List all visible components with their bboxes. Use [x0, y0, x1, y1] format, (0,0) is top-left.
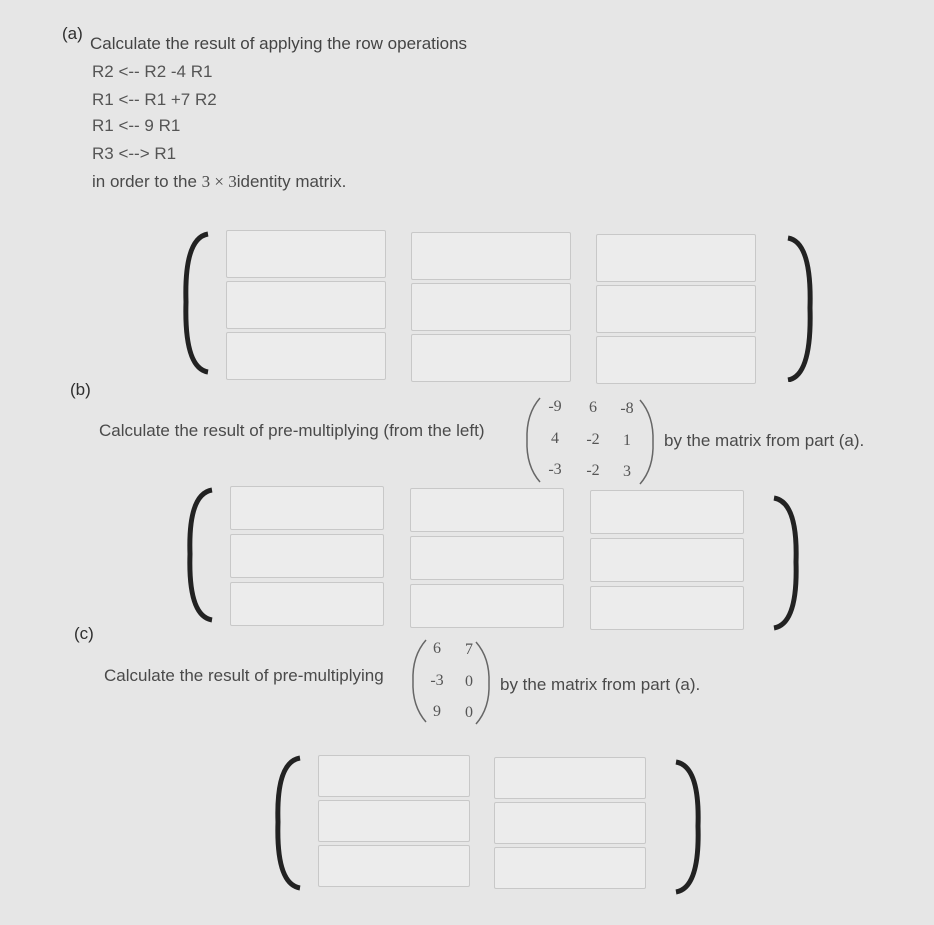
part-b-label: (b)	[70, 380, 91, 399]
answer-b-r2c2[interactable]	[410, 536, 564, 580]
right-bracket-icon	[764, 492, 804, 632]
part-b-text-before: Calculate the result of pre-multiplying (from the left)	[99, 421, 485, 440]
part-a-intro: Calculate the result of applying the row operations	[90, 34, 468, 53]
answer-c-r1c2[interactable]	[494, 757, 646, 799]
answer-b-r1c1[interactable]	[230, 486, 384, 530]
part-a-outro	[92, 172, 346, 192]
part-b-text-after: by the matrix from part (a).	[664, 431, 865, 450]
left-bracket-icon	[182, 484, 222, 624]
part-c-text-after: by the matrix from part (a).	[500, 675, 701, 694]
answer-c-r1c1[interactable]	[318, 755, 470, 797]
matrix-b-cell: 6	[589, 399, 597, 416]
part-a-label: (a)	[62, 24, 83, 43]
answer-c-r3c1[interactable]	[318, 845, 470, 887]
answer-a-r1c2[interactable]	[411, 232, 571, 280]
matrix-b-cell: -2	[586, 431, 600, 448]
matrix-b-cell: 1	[623, 432, 631, 449]
answer-b-r2c1[interactable]	[230, 534, 384, 578]
answer-a-r1c1[interactable]	[226, 230, 386, 278]
answer-a-r2c3[interactable]	[596, 285, 756, 333]
answer-b-r3c2[interactable]	[410, 584, 564, 628]
matrix-c-cell: 9	[433, 703, 441, 720]
part-c-text-before: Calculate the result of pre-multiplying	[104, 666, 384, 685]
row-operation-1: R2 <-- R2 -4 R1	[92, 62, 213, 81]
answer-a-r3c1[interactable]	[226, 332, 386, 380]
matrix-b-cell: -2	[586, 462, 600, 479]
answer-c-r2c1[interactable]	[318, 800, 470, 842]
outro-after: identity matrix.	[236, 172, 347, 191]
answer-a-r3c2[interactable]	[411, 334, 571, 382]
answer-b-r2c3[interactable]	[590, 538, 744, 582]
answer-b-r1c2[interactable]	[410, 488, 564, 532]
row-operation-3: R1 <-- 9 R1	[92, 116, 181, 135]
answer-c-r3c2[interactable]	[494, 847, 646, 889]
answer-a-r2c2[interactable]	[411, 283, 571, 331]
answer-c-r2c2[interactable]	[494, 802, 646, 844]
answer-a-r1c3[interactable]	[596, 234, 756, 282]
matrix-b-cell: 3	[623, 463, 631, 480]
matrix-b-cell: -9	[548, 398, 562, 415]
answer-a-r3c3[interactable]	[596, 336, 756, 384]
answer-a-r2c1[interactable]	[226, 281, 386, 329]
outro-before: in order to the	[92, 172, 197, 191]
answer-b-r3c3[interactable]	[590, 586, 744, 630]
part-c-label: (c)	[74, 624, 94, 643]
row-operation-2: R1 <-- R1 +7 R2	[92, 90, 217, 109]
row-operation-4: R3 <--> R1	[92, 144, 177, 163]
matrix-b-cell: 4	[551, 430, 559, 447]
answer-b-r1c3[interactable]	[590, 490, 744, 534]
matrix-c-cell: 0	[465, 704, 473, 721]
matrix-c-cell: 0	[465, 673, 473, 690]
matrix-b-cell: -8	[620, 400, 634, 417]
answer-b-r3c1[interactable]	[230, 582, 384, 626]
matrix-c-cell: 7	[465, 641, 473, 658]
outro-math: 3 × 3	[201, 172, 237, 191]
matrix-b-cell: -3	[548, 461, 562, 478]
right-bracket-icon	[666, 756, 706, 896]
left-bracket-icon	[270, 752, 310, 892]
right-bracket-icon	[778, 232, 818, 382]
matrix-b-left-paren-icon	[524, 394, 544, 486]
left-bracket-icon	[178, 228, 218, 376]
matrix-c-cell: 6	[433, 640, 441, 657]
matrix-c-cell: -3	[430, 672, 444, 689]
